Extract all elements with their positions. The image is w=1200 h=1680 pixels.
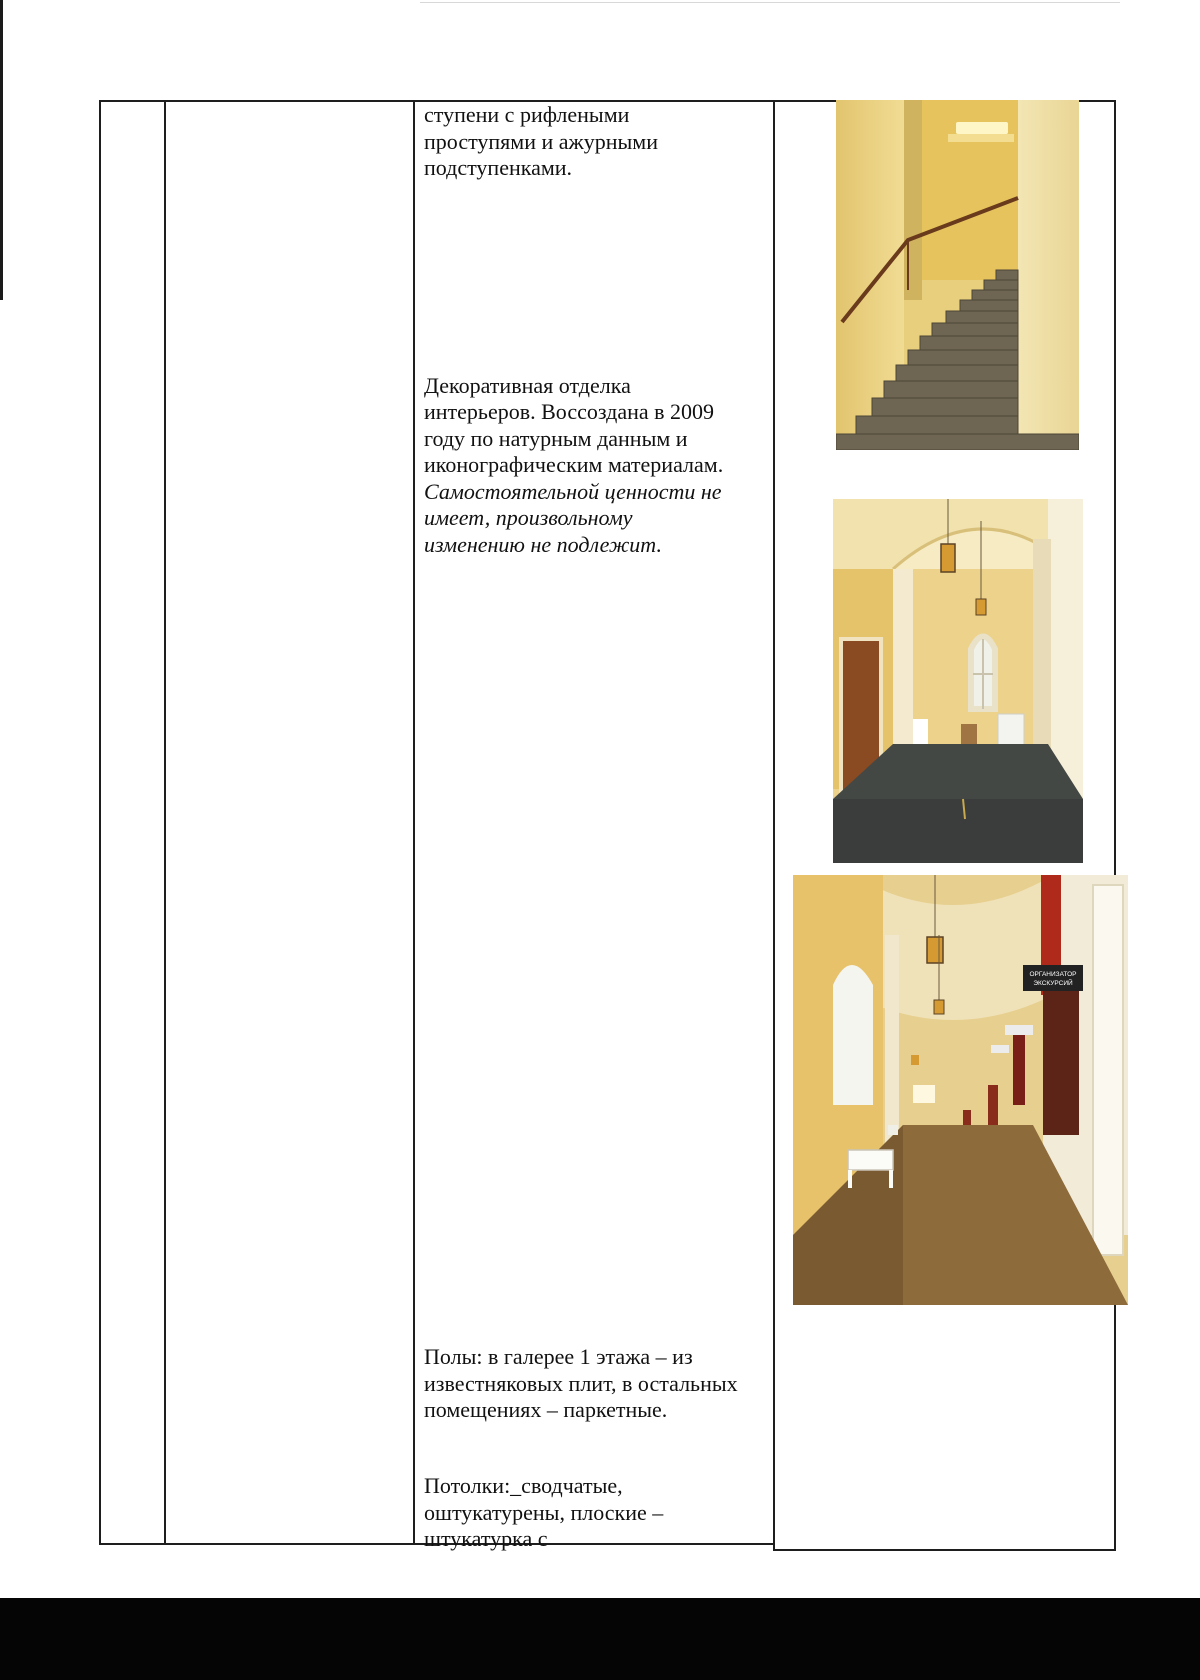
decor-value-note: Самостоятельной ценности не имеет, произвольному изменению не подлежит.	[424, 478, 722, 557]
gallery-sign-line-1: ОРГАНИЗАТОР	[1029, 971, 1077, 978]
staircase-photo	[836, 100, 1079, 450]
arched-corridor-photo	[833, 499, 1083, 863]
gallery-photo	[793, 875, 1128, 1305]
decor-restoration-text: Декоративная отделка интерьеров. Воссоздана в 2009 году по натурным данным и иконографическим материалам.	[424, 372, 724, 477]
ceilings-description: Потолки:_сводчатые, оштукатурены, плоские – штукатурка с	[424, 1473, 664, 1551]
decor-description	[424, 346, 776, 585]
table-column-divider	[413, 100, 415, 1545]
scan-bottom-bar	[0, 1598, 1200, 1680]
table-column-divider	[773, 100, 775, 1551]
corridor-illustration	[833, 499, 1083, 863]
staircase-illustration	[836, 100, 1079, 450]
scan-edge-line	[420, 2, 1120, 3]
table-border-right	[1114, 100, 1116, 1551]
table-border-left	[99, 100, 101, 1545]
table-column-divider	[164, 100, 166, 1545]
floors-description: Полы: в галерее 1 этажа – из известняковых плит, в остальных помещениях – паркетные.	[424, 1344, 738, 1422]
table-border-bottom	[773, 1549, 1116, 1551]
scan-edge-shadow	[0, 0, 3, 300]
stairs-description: ступени с рифлеными проступями и ажурными подступенками.	[424, 102, 658, 180]
gallery-sign-line-2: ЭКСКУРСИЙ	[1033, 980, 1073, 987]
gallery-illustration	[793, 875, 1128, 1305]
